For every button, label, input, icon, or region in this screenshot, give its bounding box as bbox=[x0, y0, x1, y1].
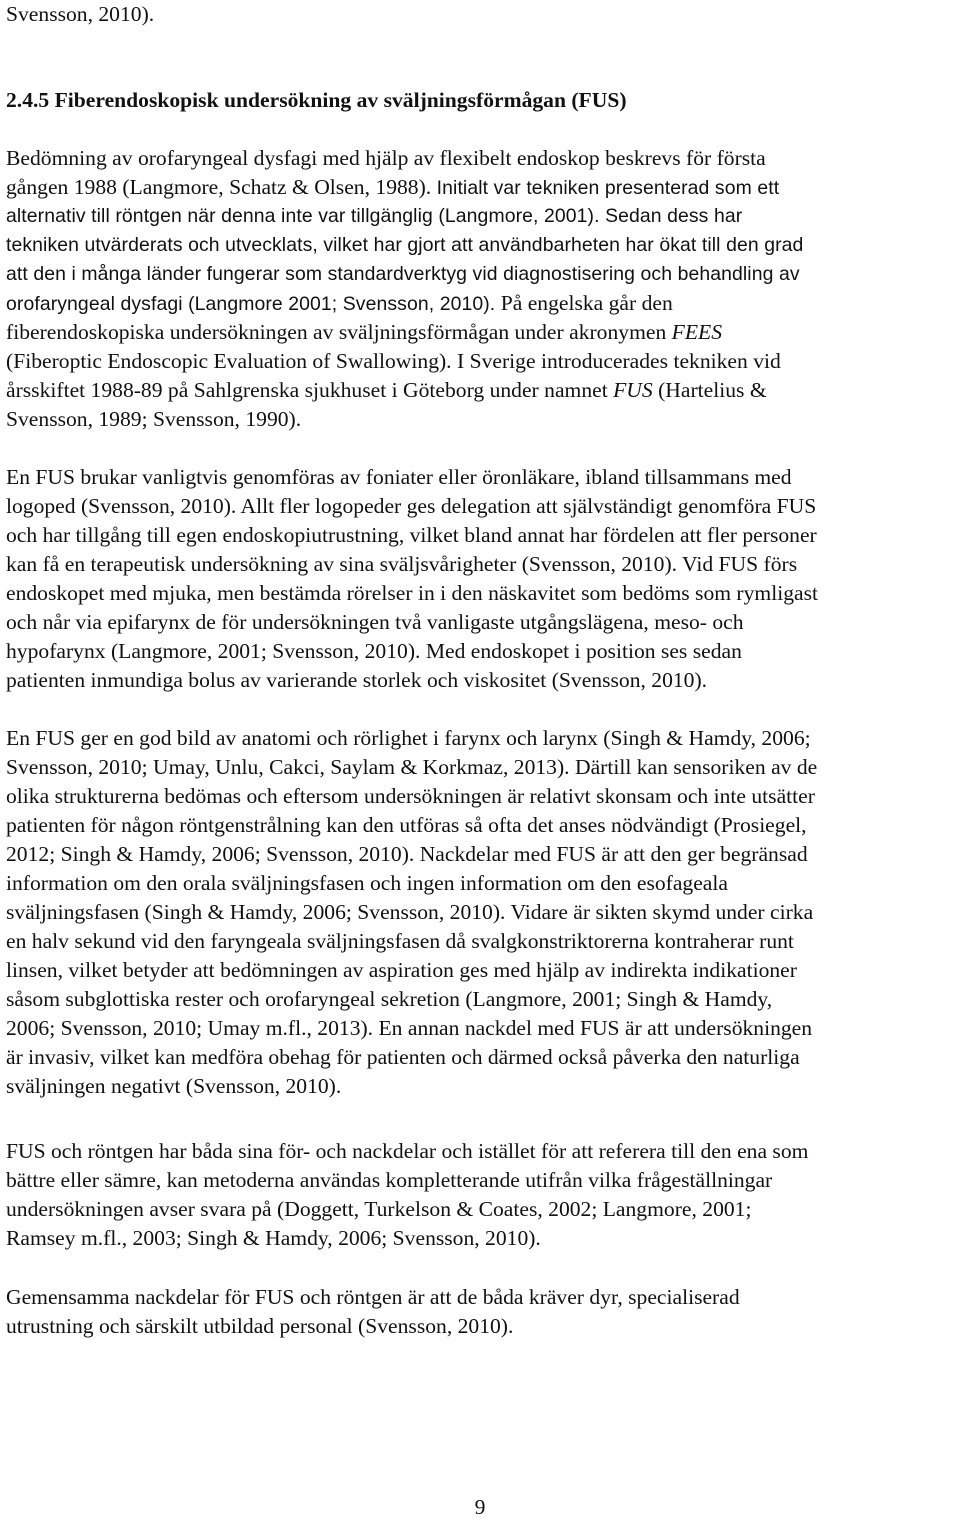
text-line: Bedömning av orofaryngeal dysfagi med hjälp av flexibelt endoskop beskrevs för första bbox=[6, 146, 766, 170]
acronym-fees: FEES bbox=[671, 320, 723, 344]
text-line bbox=[6, 637, 742, 666]
text-line bbox=[6, 753, 817, 782]
text-line bbox=[6, 898, 813, 927]
text-line: bättre eller sämre, kan metoderna användas kompletterande utifrån vilka frågeställningar bbox=[6, 1168, 773, 1192]
text-line: undersökningen avser svara på (Doggett, Turkelson & Coates, 2002; Langmore, 2001; bbox=[6, 1197, 752, 1221]
text-span: alternativ till röntgen när denna inte var tillgänglig (Langmore, 2001). bbox=[6, 205, 600, 227]
text-line bbox=[6, 202, 742, 231]
text-line bbox=[6, 840, 808, 869]
text-line: Svensson, 1989; Svensson, 1990). bbox=[6, 407, 302, 431]
text-span: (Fiberoptic Endoscopic Evaluation of Swallowing). bbox=[6, 349, 452, 373]
text-line: och har tillgång till egen endoskopiutrustning, vilket bland annat har fördelen att fler personer bbox=[6, 523, 817, 547]
text-span: hypofarynx (Langmore, 2001; Svensson, 2010). bbox=[6, 639, 421, 663]
text-line: information om den orala sväljningsfasen och ingen information om den esofageala bbox=[6, 871, 728, 895]
text-line bbox=[6, 492, 816, 521]
text-span: 2006; Svensson, 2010; Umay m.fl., 2013). bbox=[6, 1016, 374, 1040]
text-span: Vid FUS förs bbox=[677, 552, 798, 576]
text-line bbox=[6, 347, 781, 376]
acronym-fus: FUS bbox=[613, 378, 653, 402]
text-span: (Hartelius & bbox=[652, 378, 767, 402]
text-span: Sedan dess har bbox=[599, 205, 743, 227]
text-line bbox=[6, 173, 779, 203]
top-fragment: Svensson, 2010). bbox=[6, 2, 155, 26]
text-span: Med endoskopet i position ses sedan bbox=[420, 639, 742, 663]
text-span: På engelska går den bbox=[495, 291, 673, 315]
text-line: utrustning och särskilt utbildad personal (Svensson, 2010). bbox=[6, 1314, 514, 1338]
text-span: logoped (Svensson, 2010). bbox=[6, 494, 237, 518]
text-line: patienten för någon röntgenstrålning kan den utföras så ofta det anses nödvändigt (Prosiegel, bbox=[6, 813, 807, 837]
text-line: endoskopet med mjuka, men bestämda rörelser in i den näskavitet som bedöms som rymligast bbox=[6, 581, 819, 605]
text-line: En FUS ger en god bild av anatomi och rörlighet i farynx och larynx (Singh & Hamdy, 2006; bbox=[6, 726, 811, 750]
text-span: gången 1988 (Langmore, Schatz & Olsen, 1988). bbox=[6, 175, 432, 199]
text-line bbox=[6, 376, 767, 405]
text-span: fiberendoskopiska undersökningen av sväljningsförmågan under akronymen bbox=[6, 320, 672, 344]
text-line: att den i många länder fungerar som standardverktyg vid diagnostisering och behandling av bbox=[6, 263, 800, 285]
text-line: patienten inmundiga bolus av varierande storlek och viskositet (Svensson, 2010). bbox=[6, 668, 708, 692]
text-line: En FUS brukar vanligtvis genomföras av foniater eller öronläkare, ibland tillsammans med bbox=[6, 465, 792, 489]
text-span: sväljningsfasen (Singh & Hamdy, 2006; Svensson, 2010). bbox=[6, 900, 506, 924]
text-line: olika strukturerna bedömas och eftersom undersökningen är relativt skonsam och inte utsätter bbox=[6, 784, 815, 808]
text-span: orofaryngeal dysfagi (Langmore 2001; Svensson, 2010). bbox=[6, 293, 496, 315]
text-line: linsen, vilket betyder att bedömningen av aspiration ges med hjälp av indirekta indikationer bbox=[6, 958, 797, 982]
section-heading: 2.4.5 Fiberendoskopisk undersökning av sväljningsförmågan (FUS) bbox=[6, 88, 627, 112]
text-span: En annan nackdel med FUS är att undersökningen bbox=[373, 1016, 813, 1040]
page-number: 9 bbox=[474, 1495, 486, 1519]
text-span: Vidare är sikten skymd under cirka bbox=[505, 900, 814, 924]
text-span: Initialt var tekniken presenterad som ett bbox=[431, 177, 780, 199]
text-line: tekniken utvärderats och utvecklats, vilket har gjort att användbarheten har ökat till den grad bbox=[6, 234, 804, 256]
text-span: Därtill kan sensoriken av de bbox=[569, 755, 818, 779]
text-span: årsskiftet 1988-89 på Sahlgrenska sjukhuset i Göteborg under namnet bbox=[6, 378, 614, 402]
text-line: är invasiv, vilket kan medföra obehag för patienten och därmed också påverka den naturliga bbox=[6, 1045, 800, 1069]
text-line: en halv sekund vid den faryngeala sväljningsfasen då svalgkonstriktorerna kontraherar runt bbox=[6, 929, 794, 953]
text-span: 2012; Singh & Hamdy, 2006; Svensson, 2010). bbox=[6, 842, 415, 866]
text-line bbox=[6, 1014, 812, 1043]
text-span: Nackdelar med FUS är att den ger begränsad bbox=[414, 842, 808, 866]
text-line bbox=[6, 550, 797, 579]
text-span: I Sverige introducerades tekniken vid bbox=[451, 349, 781, 373]
text-line: såsom subglottiska rester och orofaryngeal sekretion (Langmore, 2001; Singh & Hamdy, bbox=[6, 987, 773, 1011]
text-line bbox=[6, 289, 673, 319]
text-span: Svensson, 2010; Umay, Unlu, Cakci, Saylam & Korkmaz, 2013). bbox=[6, 755, 570, 779]
text-span: Allt fler logopeder ges delegation att självständigt genomföra FUS bbox=[236, 494, 817, 518]
text-line: Gemensamma nackdelar för FUS och röntgen är att de båda kräver dyr, specialiserad bbox=[6, 1285, 740, 1309]
text-line: Ramsey m.fl., 2003; Singh & Hamdy, 2006; Svensson, 2010). bbox=[6, 1226, 541, 1250]
text-line bbox=[6, 318, 722, 347]
text-line: och når via epifarynx de för undersökningen två vanligaste utgångslägena, meso- och bbox=[6, 610, 744, 634]
text-line: FUS och röntgen har båda sina för- och nackdelar och istället för att referera till den ena som bbox=[6, 1139, 809, 1163]
text-line: sväljningen negativt (Svensson, 2010). bbox=[6, 1074, 342, 1098]
text-span: kan få en terapeutisk undersökning av sina sväljsvårigheter (Svensson, 2010). bbox=[6, 552, 678, 576]
